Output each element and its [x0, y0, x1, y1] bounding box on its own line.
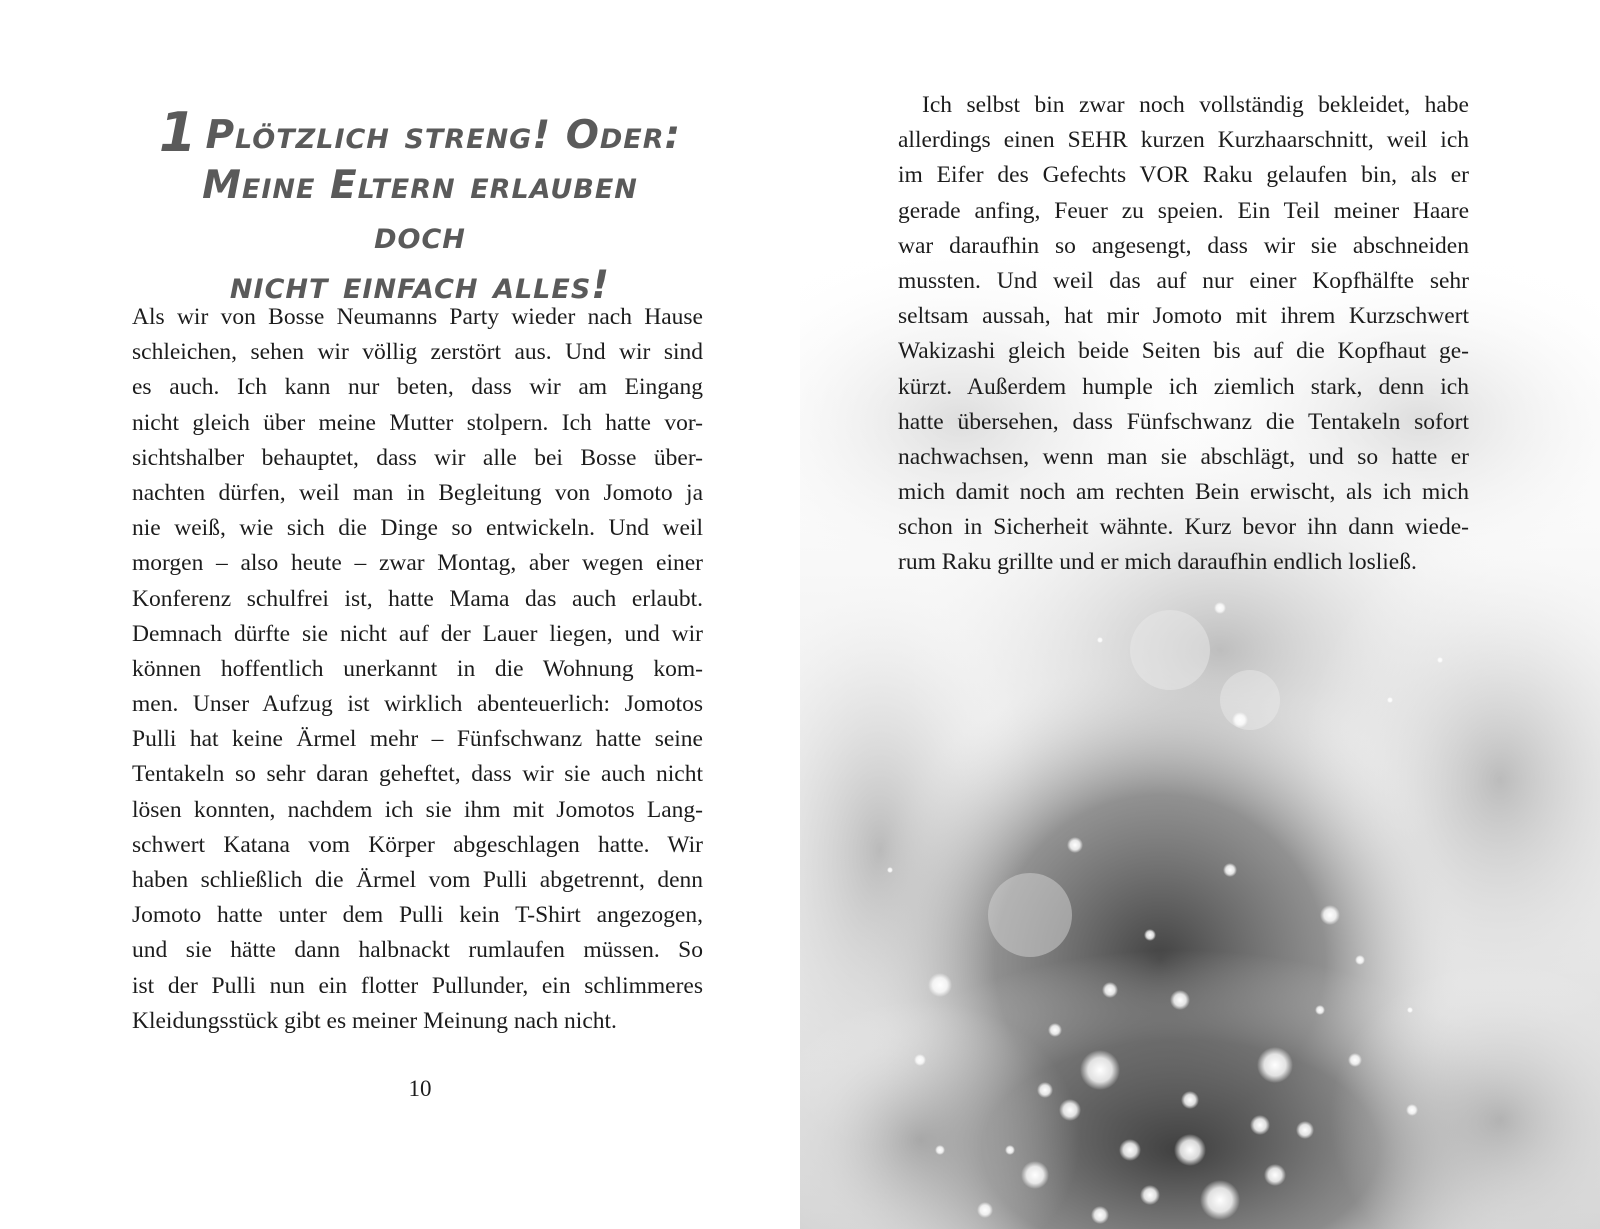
text-line: Pulli hat keine Ärmel mehr – Fünfschwanz hatte seine	[132, 726, 703, 753]
text-line: nicht gleich über meine Mutter stolpern. Ich hatte vor-	[132, 409, 703, 436]
text-line: war daraufhin so angesengt, dass wir sie abschneiden	[898, 232, 1469, 259]
text-line: Tentakeln so sehr daran geheftet, dass wir sie auch nicht	[132, 761, 703, 788]
text-line: Als wir von Bosse Neumanns Party wieder nach Hause	[132, 304, 703, 330]
text-line: Wakizashi gleich beide Seiten bis auf die Kopfhaut ge-	[898, 338, 1469, 365]
text-line: Kleidungsstück gibt es meiner Meinung nach nicht.	[132, 1007, 617, 1034]
chapter-heading	[150, 101, 690, 311]
right-body-text	[898, 88, 1469, 581]
text-line: Ich selbst bin zwar noch vollständig bekleidet, habe	[922, 92, 1469, 118]
text-line: nachwachsen, wenn man sie abschlägt, und so hatte er	[898, 443, 1469, 470]
chapter-number: 1	[158, 101, 198, 164]
text-line: men. Unser Aufzug ist wirklich abenteuerlich: Jomotos	[132, 691, 703, 718]
text-line: ist der Pulli nun ein flotter Pullunder, ein schlimmeres	[132, 972, 703, 999]
left-body-text	[132, 300, 703, 1039]
text-line: mich damit noch am rechten Bein erwischt, als ich mich	[898, 479, 1469, 506]
page-number: 10	[408, 1076, 432, 1101]
text-line: können hoffentlich unerkannt in die Wohnung kom-	[132, 655, 703, 682]
text-line: morgen – also heute – zwar Montag, aber wegen einer	[132, 550, 703, 577]
text-line: gerade anfing, Feuer zu speien. Ein Teil meiner Haare	[898, 197, 1469, 224]
text-line: lösen konnten, nachdem ich sie ihm mit Jomotos Lang-	[132, 796, 703, 823]
text-line: Konferenz schulfrei ist, hatte Mama das auch erlaubt.	[132, 585, 703, 612]
chapter-title-text: Plötzlich streng! Oder:	[205, 113, 682, 158]
text-line: kürzt. Außerdem humple ich ziemlich stark, denn ich	[898, 373, 1469, 400]
text-line: rum Raku grillte und er mich daraufhin endlich losließ.	[898, 549, 1417, 576]
text-line: seltsam aussah, hat mir Jomoto mit ihrem Kurzschwert	[898, 303, 1469, 330]
text-line: haben schließlich die Ärmel vom Pulli abgetrennt, denn	[132, 867, 703, 893]
chapter-title-line: nicht einfach alles!	[229, 263, 611, 308]
text-line: Demnach dürfte sie nicht auf der Lauer liegen, und wir	[132, 620, 703, 647]
text-line: schleichen, sehen wir völlig zerstört aus. Und wir sind	[132, 339, 703, 366]
text-line: hatte übersehen, dass Fünfschwanz die Tentakeln sofort	[898, 408, 1469, 435]
text-line: nie weiß, wie sich die Dinge so entwickeln. Und weil	[132, 515, 703, 542]
text-line: allerdings einen SEHR kurzen Kurzhaarschnitt, weil ich	[898, 127, 1469, 154]
text-line: nachten dürfen, weil man in Begleitung von Jomoto ja	[132, 479, 703, 506]
chapter-title-line	[150, 101, 690, 164]
text-line: im Eifer des Gefechts VOR Raku gelaufen bin, als er	[898, 162, 1469, 189]
text-line: es auch. Ich kann nur beten, dass wir am Eingang	[132, 374, 703, 401]
text-line: sichtshalber behauptet, dass wir alle bei Bosse über-	[132, 444, 703, 471]
chapter-title-line: Meine Eltern erlauben doch	[202, 163, 638, 258]
text-line: schwert Katana vom Körper abgeschlagen hatte. Wir	[132, 831, 703, 858]
text-line: Jomoto hatte unter dem Pulli kein T-Shirt angezogen,	[132, 902, 703, 929]
text-line: mussten. Und weil das auf nur einer Kopfhälfte sehr	[898, 267, 1469, 294]
text-line: und sie hätte dann halbnackt rumlaufen müssen. So	[132, 937, 703, 964]
text-line: schon in Sicherheit wähnte. Kurz bevor ihn dann wiede-	[898, 514, 1469, 541]
